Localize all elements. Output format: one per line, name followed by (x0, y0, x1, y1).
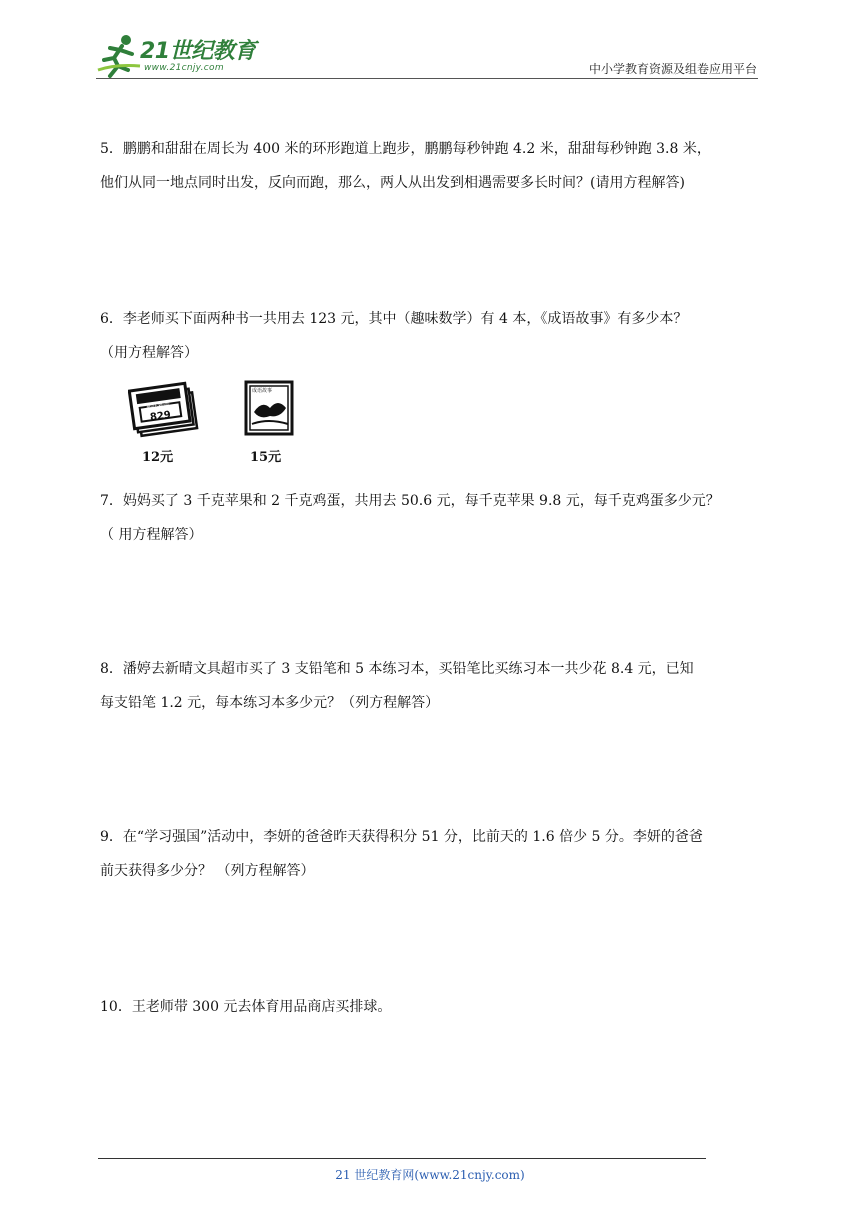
page-header (0, 0, 860, 90)
idiom-book-price: 15元 (250, 450, 282, 465)
question-9-line-2: 前天获得多少分？ （列方程解答） (100, 863, 315, 879)
idiom-book-cover-text: 成语故事 (252, 388, 273, 394)
question-6 (100, 302, 765, 370)
question-7 (100, 484, 765, 552)
footer-divider (98, 1158, 706, 1159)
question-8 (100, 652, 765, 720)
logo-title: 21世纪教育 (140, 39, 256, 64)
book-illustrations (128, 378, 308, 470)
math-book-cover-text: 趣味数学 (145, 402, 171, 413)
question-6-line-1: 6．李老师买下面两种书一共用去 123 元，其中（趣味数学）有 4 本，《成语故事》有多少本？ (100, 311, 688, 327)
question-10 (100, 990, 765, 1024)
header-divider (96, 78, 758, 79)
question-8-line-1: 8．潘婷去新晴文具超市买了 3 支铅笔和 5 本练习本，买铅笔比买练习本一共少花 8.4 元，已知 (100, 661, 694, 677)
site-logo[interactable] (96, 34, 266, 80)
math-book-price: 12元 (142, 450, 174, 465)
question-7-line-1: 7．妈妈买了 3 千克苹果和 2 千克鸡蛋，共用去 50.6 元，每千克苹果 9.8 元，每千克鸡蛋多少元？ (100, 493, 720, 509)
question-5 (100, 132, 765, 200)
platform-title: 中小学教育资源及组卷应用平台 (588, 62, 757, 76)
question-5-line-2: 他们从同一地点同时出发，反向而跑，那么，两人从出发到相遇需要多长时间？(请用方程解答) (100, 175, 685, 191)
question-6-line-2: （用方程解答） (100, 345, 198, 361)
question-10-line-1: 10．王老师带 300 元去体育用品商店买排球。 (100, 999, 392, 1015)
logo-url: www.21cnjy.com (144, 63, 224, 73)
runner-logo-icon (96, 34, 142, 78)
footer-link[interactable]: 21 世纪教育网(www.21cnjy.com) (335, 1168, 525, 1182)
question-7-line-2: （ 用方程解答） (100, 527, 203, 543)
question-8-line-2: 每支铅笔 1.2 元，每本练习本多少元？（列方程解答） (100, 695, 440, 711)
question-5-line-1: 5．鹏鹏和甜甜在周长为 400 米的环形跑道上跑步，鹏鹏每秒钟跑 4.2 米，甜甜每秒钟跑 3.8 米， (100, 141, 711, 157)
math-book-number: 829 (149, 409, 172, 424)
question-9 (100, 820, 765, 888)
question-9-line-1: 9．在“学习强国”活动中，李妍的爸爸昨天获得积分 51 分，比前天的 1.6 倍少 5 分。李妍的爸爸 (100, 829, 703, 845)
